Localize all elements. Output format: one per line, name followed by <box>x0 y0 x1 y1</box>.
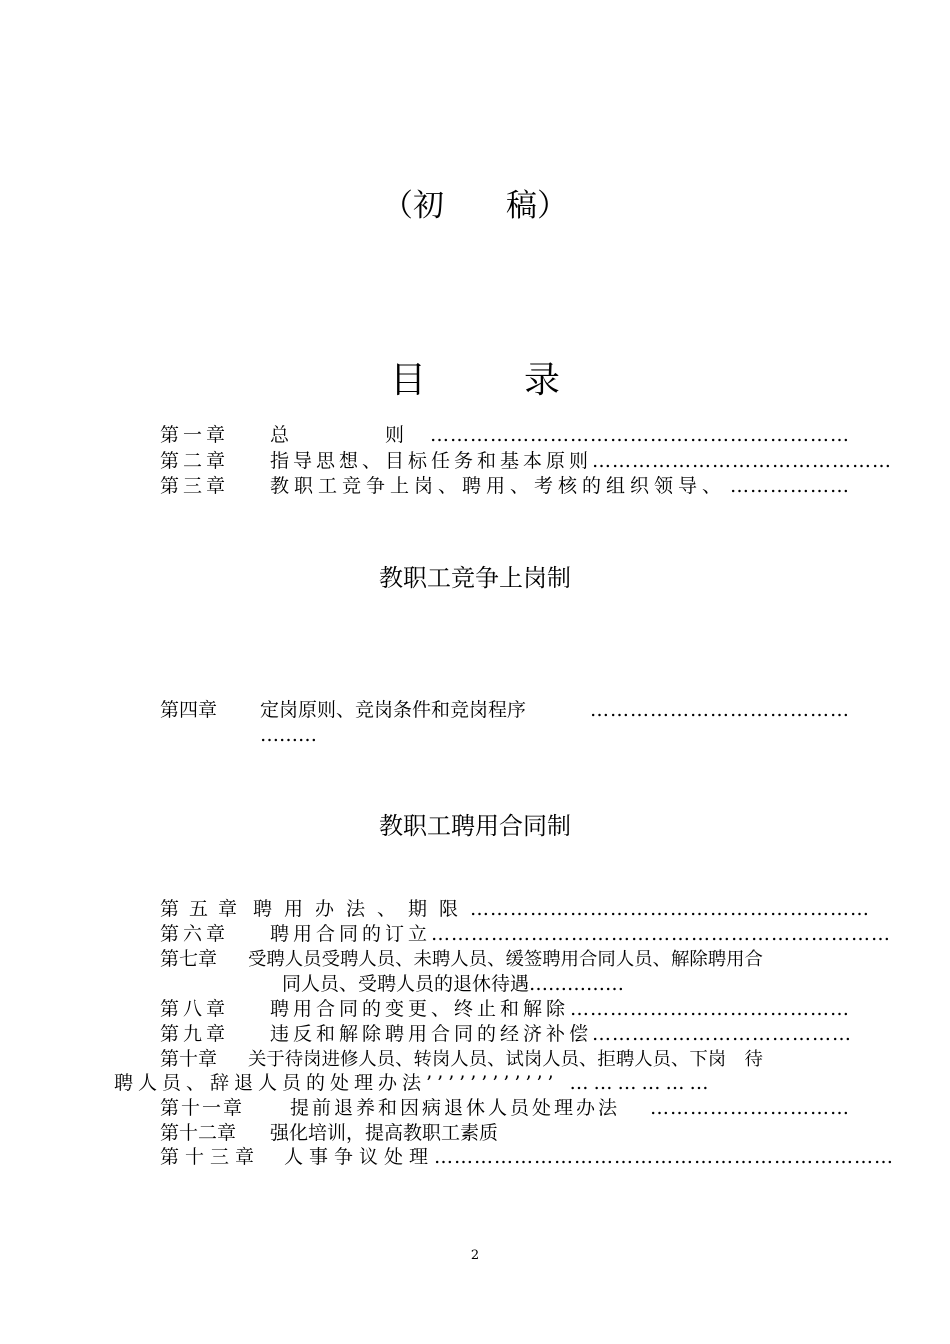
draft-title-open: （初 <box>382 188 444 224</box>
toc-title-right: 录 <box>524 360 561 401</box>
toc-chapter-title: 定岗原则、竞岗条件和竞岗程序 <box>260 699 527 721</box>
toc-chapter-title: 提前退养和因病退休人员处理办法 <box>290 1097 621 1119</box>
draft-title <box>0 180 950 225</box>
toc-chapter-number: 第九章 <box>160 1023 230 1045</box>
toc-chapter-title: 关于待岗进修人员、转岗人员、试岗人员、拒聘人员、下岗 待 <box>248 1049 763 1070</box>
toc-entry-chapter-1[interactable] <box>160 423 850 448</box>
section-heading-contract: 教职工聘用合同制 <box>379 812 571 840</box>
toc-chapter-number: 第十一章 <box>160 1097 245 1119</box>
toc-entry-chapter-11[interactable] <box>160 1096 850 1121</box>
toc-chapter-continuation: 聘人员、辞退人员的处理办法’’’’’’’’’’’’ ……………… <box>114 1072 714 1094</box>
toc-chapter-number: 第三章 <box>160 475 230 497</box>
toc-chapter-title: 违反和解除聘用合同的经济补偿 <box>270 1023 593 1045</box>
toc-leader-dots: ……………………………………… <box>592 450 893 472</box>
toc-entry-chapter-9[interactable] <box>160 1022 853 1047</box>
section-heading-competition: 教职工竞争上岗制 <box>379 564 571 592</box>
toc-chapter-title: 聘用合同的订立 <box>270 923 432 945</box>
toc-title <box>0 352 950 403</box>
toc-entry-chapter-2[interactable] <box>160 449 893 474</box>
toc-leader-dots: …………………………………………………………… <box>431 923 892 945</box>
toc-chapter-title: 人事争议处理 <box>284 1146 435 1168</box>
toc-chapter-number: 第六章 <box>160 923 230 945</box>
toc-leader-dots: …………………………………………………… <box>470 898 871 920</box>
toc-chapter-number: 第五章 <box>160 898 248 920</box>
toc-chapter-number: 第二章 <box>160 450 230 472</box>
toc-chapter-title: 受聘人员受聘人员、未聘人员、缓签聘用合同人员、解除聘用合 <box>248 949 763 970</box>
toc-chapter-title: 指导思想、目标任务和基本原则 <box>270 450 593 472</box>
toc-chapter-number: 第十三章 <box>160 1146 261 1168</box>
toc-chapter-title: 聘用合同的变更、终止和解除 <box>270 998 570 1020</box>
toc-leader-continuation: ……… <box>260 724 317 746</box>
toc-leader-dots: …………………………………… <box>570 998 850 1020</box>
toc-chapter-number: 第八章 <box>160 998 230 1020</box>
toc-chapter-title: 强化培训，提高教职工素质 <box>270 1122 499 1144</box>
toc-chapter-number: 第十二章 <box>160 1122 237 1144</box>
toc-title-left: 目 <box>389 360 426 401</box>
toc-chapter-number: 第一章 <box>160 424 230 446</box>
toc-entry-chapter-4[interactable] <box>160 698 850 723</box>
toc-leader-dots: ……………… <box>730 475 850 497</box>
toc-chapter-number: 第十章 <box>160 1048 218 1070</box>
toc-chapter-title: 总 则 <box>270 424 409 446</box>
toc-leader-dots: …………………………………………………………… <box>434 1146 895 1168</box>
toc-chapter-number: 第七章 <box>160 948 218 970</box>
toc-entry-chapter-8[interactable] <box>160 997 850 1022</box>
toc-entry-chapter-12[interactable] <box>160 1121 850 1146</box>
toc-chapter-title: 教职工竞争上岗、聘用、考核的组织领导、 <box>270 475 727 497</box>
page-number: 2 <box>470 1248 480 1263</box>
toc-leader-dots: ………………………………… <box>590 699 850 721</box>
toc-entry-chapter-5[interactable] <box>160 897 871 922</box>
toc-entry-chapter-10[interactable] <box>160 1047 850 1072</box>
toc-entry-chapter-13[interactable] <box>160 1145 895 1170</box>
toc-entry-chapter-6[interactable] <box>160 922 892 947</box>
toc-leader-dots: ………………………………… <box>592 1023 853 1045</box>
toc-chapter-title: 聘用办法、期限 <box>253 898 471 920</box>
toc-chapter-number: 第四章 <box>160 699 218 721</box>
draft-title-close: 稿） <box>506 188 568 224</box>
toc-entry-chapter-3[interactable] <box>160 474 850 499</box>
toc-chapter-continuation: 同人员、受聘人员的退休待遇…………… <box>282 973 625 995</box>
toc-leader-dots: ………………………… <box>650 1097 850 1119</box>
toc-entry-chapter-7[interactable] <box>160 947 850 972</box>
toc-leader-dots: ……………………………………………………… <box>430 424 850 446</box>
